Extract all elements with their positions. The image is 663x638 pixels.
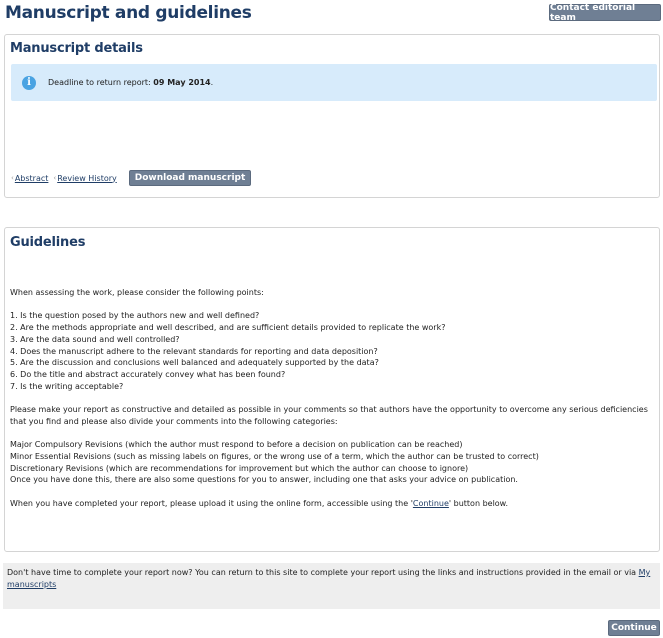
manuscript-details-title: Manuscript details bbox=[10, 41, 143, 56]
category-item: Major Compulsory Revisions (which the author must respond to before a decision on publication can be reached) bbox=[10, 440, 463, 450]
category-item: Once you have done this, there are also some questions for you to answer, including one that asks your advice on publication. bbox=[10, 475, 518, 485]
category-item: Discretionary Revisions (which are recommendations for improvement but which the author can choose to ignore) bbox=[10, 463, 469, 473]
guideline-point: 3. Are the data sound and well controlled? bbox=[10, 334, 180, 344]
deadline-value: 09 May 2014 bbox=[153, 78, 211, 87]
download-manuscript-button[interactable]: Download manuscript bbox=[129, 170, 252, 186]
upload-instructions: When you have completed your report, please upload it using the online form, accessible using the 'Continue' button below. bbox=[10, 498, 509, 508]
deadline-info-box bbox=[11, 64, 657, 101]
guidelines-intro: When assessing the work, please consider the following points: bbox=[10, 288, 264, 297]
guideline-point: 2. Are the methods appropriate and well described, and are sufficient details provided to replicate the work? bbox=[10, 323, 446, 333]
guidelines-body bbox=[10, 287, 658, 509]
deadline-label: Deadline to return report: bbox=[48, 78, 151, 87]
guideline-point: 7. Is the writing acceptable? bbox=[10, 381, 124, 391]
report-paragraph: Please make your report as constructive and detailed as possible in your comments so that authors have the opportunity to overcome any serious deficiencies that you find and please also divide your comments into the following categories: bbox=[10, 405, 648, 426]
review-history-link[interactable]: Review History bbox=[57, 173, 117, 183]
guidelines-title: Guidelines bbox=[10, 235, 86, 250]
guideline-point: 1. Is the question posed by the authors new and well defined? bbox=[10, 311, 260, 321]
guideline-point: 5. Are the discussion and conclusions well balanced and adequately supported by the data? bbox=[10, 358, 379, 368]
continue-inline-link[interactable]: Continue bbox=[412, 498, 449, 508]
page-title: Manuscript and guidelines bbox=[5, 3, 252, 23]
footer-text: Don't have time to complete your report now? You can return to this site to complete your report using the links and instructions provided in the email or via bbox=[7, 568, 639, 577]
deadline-suffix: . bbox=[210, 78, 214, 87]
my-manuscripts-link[interactable]: My manuscripts bbox=[7, 568, 651, 589]
footer-notice bbox=[3, 563, 660, 609]
bullet-icon: ‹ bbox=[11, 174, 14, 182]
continue-button[interactable]: Continue bbox=[608, 620, 660, 636]
bullet-icon: ‹ bbox=[53, 174, 57, 182]
manuscript-links-row bbox=[11, 170, 251, 186]
abstract-link[interactable]: Abstract bbox=[14, 173, 49, 183]
guideline-point: 4. Does the manuscript adhere to the relevant standards for reporting and data deposition? bbox=[10, 346, 378, 356]
info-icon: i bbox=[22, 76, 36, 90]
contact-editorial-team-button[interactable]: Contact editorial team bbox=[549, 4, 661, 21]
deadline-text bbox=[48, 78, 213, 87]
manuscript-details-panel bbox=[4, 34, 660, 198]
guideline-point: 6. Do the title and abstract accurately convey what has been found? bbox=[10, 369, 286, 379]
category-item: Minor Essential Revisions (such as missing labels on figures, or the wrong use of a term, which the author can be trusted to correct) bbox=[10, 451, 539, 461]
guidelines-panel bbox=[4, 227, 660, 552]
